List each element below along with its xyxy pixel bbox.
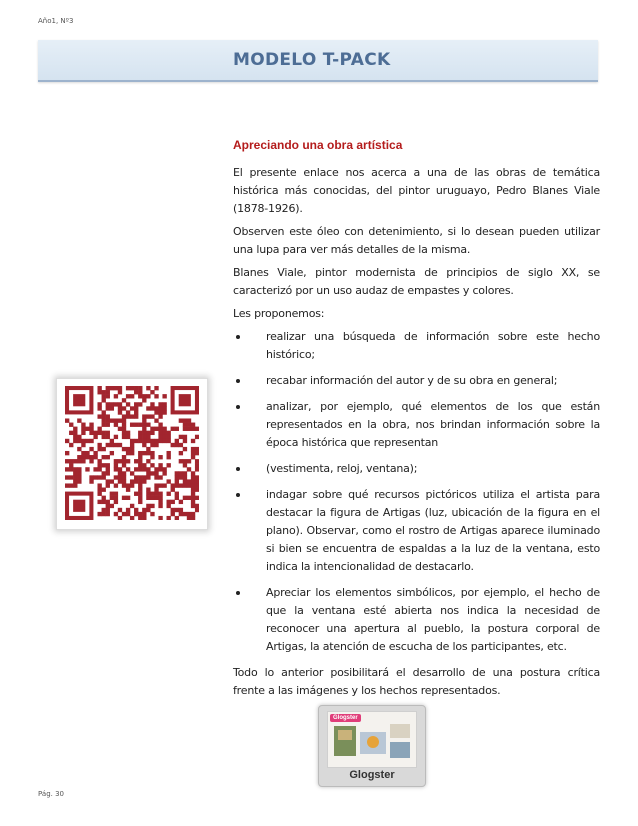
page-number: Pág. 30 xyxy=(38,790,64,798)
list-item-text: recabar información del autor y de su obra en general; xyxy=(266,374,558,387)
qr-code[interactable] xyxy=(56,378,208,530)
list-item xyxy=(233,460,600,478)
bullet-icon xyxy=(236,467,240,471)
list-item-text: Apreciar los elementos simbólicos, por ejemplo, el hecho de que la ventana esté abierta nos indica la necesidad de reconocer una apertura al pueblo, la postura corporal de Artigas, la atención de escucha de los participantes, etc. xyxy=(266,586,600,653)
paragraph: El presente enlace nos acerca a una de las obras de temática histórica más conocidas, del pintor uruguayo, Pedro Blanes Viale (1878-1926). xyxy=(233,166,600,215)
bullet-icon xyxy=(236,405,240,409)
list-item-text: realizar una búsqueda de información sobre este hecho histórico; xyxy=(266,330,600,361)
list-item xyxy=(233,584,600,656)
page-title: MODELO T-PACK xyxy=(233,50,391,70)
list-item-text: (vestimenta, reloj, ventana); xyxy=(266,462,418,475)
title-band xyxy=(38,40,598,82)
bullet-list xyxy=(233,328,600,656)
list-item-text: analizar, por ejemplo, qué elementos de los que están representados en la obra, nos brindan información sobre la época histórica que representan xyxy=(266,400,600,449)
glogster-badge: Glogster xyxy=(330,714,361,722)
list-item xyxy=(233,372,600,390)
bullet-icon xyxy=(236,591,240,595)
glogster-label: Glogster xyxy=(349,769,395,781)
glogster-link[interactable] xyxy=(318,705,426,787)
bullet-icon xyxy=(236,493,240,497)
list-item xyxy=(233,398,600,452)
list-item-text: indagar sobre qué recursos pictóricos utiliza el artista para destacar la figura de Artigas (luz, ubicación de la figura en el plano). Observar, como el rostro de Artigas aparece iluminado si bien se encuentra de espaldas a la luz de la ventana, esto indica la intencionalidad de destacarlo. xyxy=(266,488,600,573)
list-item xyxy=(233,328,600,364)
paragraph: Les proponemos: xyxy=(233,307,325,320)
bullet-icon xyxy=(236,379,240,383)
qr-code-icon xyxy=(65,386,199,520)
bullet-icon xyxy=(236,335,240,339)
glogster-thumbnail-icon xyxy=(327,711,417,768)
closing-paragraph: Todo lo anterior posibilitará el desarrollo de una postura crítica frente a las imágenes y los hechos representados. xyxy=(233,666,600,697)
article-heading: Apreciando una obra artística xyxy=(233,138,403,152)
list-item xyxy=(233,486,600,576)
paragraph: Observen este óleo con detenimiento, si lo desean pueden utilizar una lupa para ver más detalles de la misma. xyxy=(233,225,600,256)
paragraph: Blanes Viale, pintor modernista de principios de siglo XX, se caracterizó por un uso audaz de empastes y colores. xyxy=(233,266,600,297)
article xyxy=(233,138,600,705)
running-head: Año1, Nº3 xyxy=(38,17,74,25)
